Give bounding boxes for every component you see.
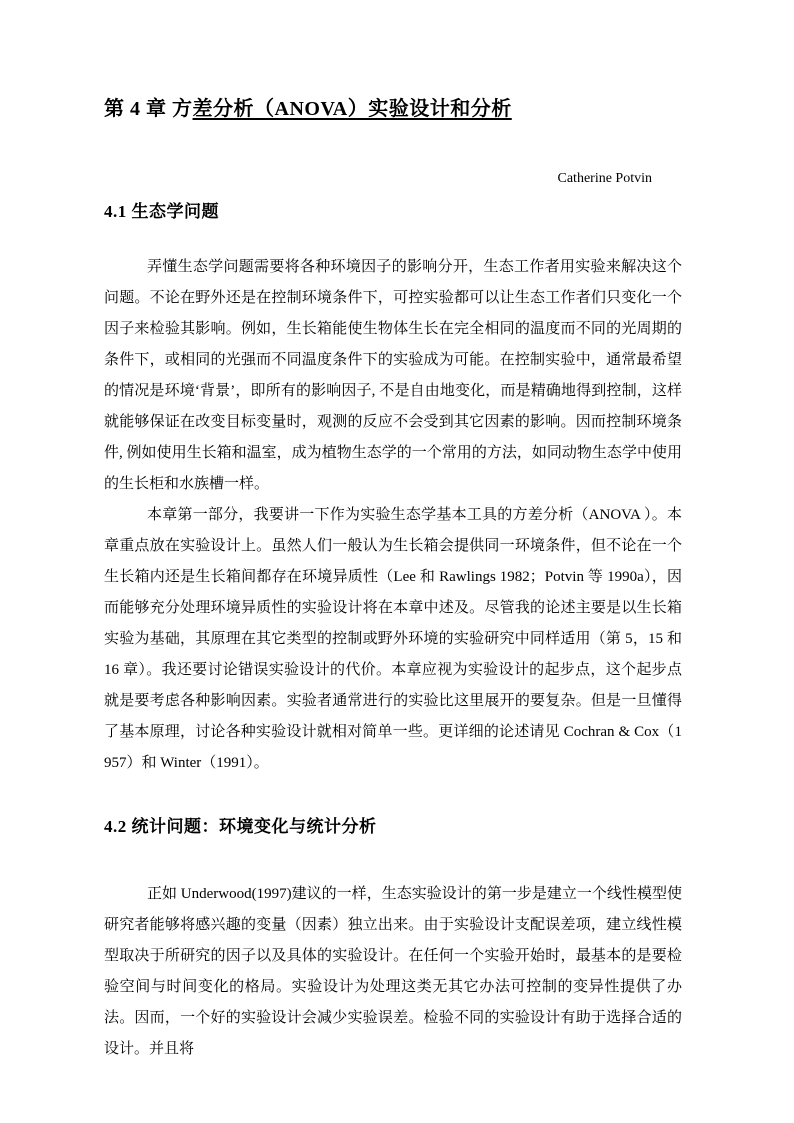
section-4-1-heading: 4.1 生态学问题 (104, 202, 219, 221)
chapter-title (104, 96, 682, 122)
paragraph-anova-intro: 本章第一部分，我要讲一下作为实验生态学基本工具的方差分析（ANOVA ）。本章重点放在实验设计上。虽然人们一般认为生长箱会提供同一环境条件，但不论在一个生长箱内还是生长箱间都存在环境异质性（Lee 和 Rawlings 1982；Potvin 等 1990a），因而能够充分处理环境异质性的实验设计将在本章中述及。尽管我的论述主要是以生长箱实验为基础，其原理在其它类型的控制或野外环境的实验研究中同样适用（第 5，15 和 16 章）。我还要讨论错误实验设计的代价。本章应视为实验设计的起步点，这个起步点就是要考虑各种影响因素。实验者通常进行的实验比这里展开的要复杂。但是一旦懂得了基本原理，讨论各种实验设计就相对简单一些。更详细的论述请见 Cochran & Cox（1957）和 Winter（1991）。 (104, 507, 682, 771)
author-line: Catherine Potvin (557, 171, 652, 186)
paragraph-ecology-question: 弄懂生态学问题需要将各种环境因子的影响分开，生态工作者用实验来解决这个问题。不论在野外还是在控制环境条件下，可控实验都可以让生态工作者们只变化一个因子来检验其影响。例如，生长箱能使生物体生长在完全相同的温度而不同的光周期的条件下，或相同的光强而不同温度条件下的实验成为可能。在控制实验中，通常最希望的情况是环境‘背景’，即所有的影响因子, 不是自由地变化，而是精确地得到控制，这样就能够保证在改变目标变量时，观测的反应不会受到其它因素的影响。因而控制环境条件, 例如使用生长箱和温室，成为植物生态学的一个常用的方法，如同动物生态学中使用的生长柜和水族槽一样。 (104, 259, 682, 492)
chapter-title-underlined-text: 差分析（ANOVA）实验设计和分析 (192, 98, 512, 120)
paragraph-statistics-question: 正如 Underwood(1997)建议的一样，生态实验设计的第一步是建立一个线性模型使研究者能够将感兴趣的变量（因素）独立出来。由于实验设计支配误差项，建立线性模型取决于所研究的因子以及具体的实验设计。在任何一个实验开始时，最基本的是要检验空间与时间变化的格局。实验设计为处理这类无其它办法可控制的变异性提供了办法。因而，一个好的实验设计会减少实验误差。检验不同的实验设计有助于选择合适的设计。并且将 (104, 886, 682, 1057)
chapter-title-prefix: 第 4 章 方 (104, 98, 193, 120)
section-4-2-heading: 4.2 统计问题：环境变化与统计分析 (104, 817, 377, 836)
